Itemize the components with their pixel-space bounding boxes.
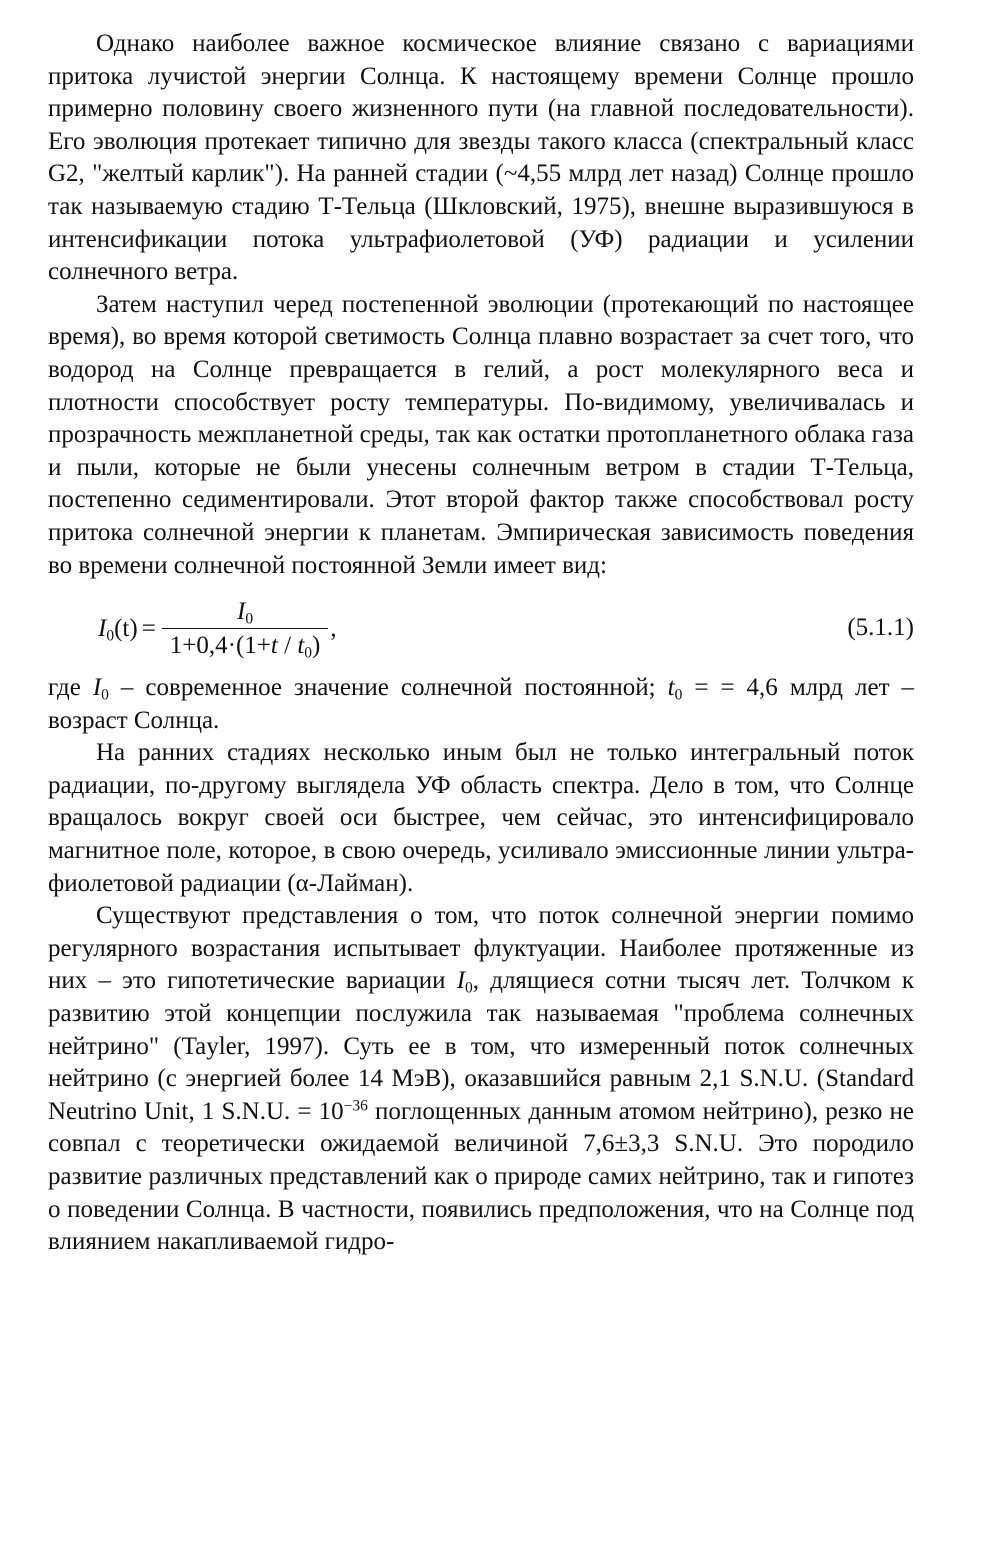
- legend-symbol-i0-subscript: 0: [101, 686, 109, 704]
- formula-fraction: [162, 598, 329, 661]
- formula-lhs-symbol: I: [98, 614, 107, 642]
- fluctuations-text-end: поглощенных данным атомом нейтрино), резко не совпал с теоретически ожидаемой величиной 7,6±3,3 S.N.U. Это породило развитие различных представлений как о природе самих нейтрино, так и гипотез о поведении Солнца. В частности, появились предположения, что на Солнце под влиянием накапливаемой гидро-: [48, 1097, 914, 1256]
- formula-numerator: [197, 598, 293, 628]
- numerator-subscript: 0: [245, 610, 254, 628]
- legend-symbol-t0-subscript: 0: [674, 686, 683, 704]
- paragraph-early-stages: На ранних стадиях несколько иным был не только интегральный поток радиации, по-другому выглядела УФ область спектра. Дело в том, что Солнце вращалось вокруг своей оси быстрее, чем сейчас, это интенсифицировало магнитное поле, которое, в свою очередь, усиливало эмиссионные линии ультрафиолетовой радиации (α-Лайман).: [48, 739, 914, 897]
- equation-block: [48, 592, 914, 666]
- paragraph-fluctuations: [48, 900, 914, 1259]
- denominator-t0-subscript: 0: [304, 644, 313, 662]
- paragraph-gradual-evolution: Затем наступил черед постепенной эволюции (протекающий по настоящее время), во время которой светимость Солнца плавно возрастает за счет того, что водород на Солнце превращается в гелий, а рост молекулярного веса и плотности способствует росту температуры. По-видимому, увеличивалась и прозрачность межпланетной среды, так как остатки протопланетного облака газа и пыли, которые не были унесены солнечным ветром в стадии Т-Тельца, постепенно седиментировали. Этот второй фактор также способствовал росту притока солнечной энергии к планетам. Эмпирическая зависимость поведения во времени солнечной постоянной Земли имеет вид:: [48, 290, 914, 579]
- formula-lhs: [98, 613, 138, 646]
- paragraph-formula-legend: [48, 672, 914, 737]
- denominator-slash: /: [277, 631, 298, 659]
- fluctuations-text-middle: , длящиеся сотни тысяч лет. Толчком к развитию этой концепции послужила так называемая "проблема солнечных нейтрино" (Tayler, 1997). Суть ее в том, что измеренный поток солнечных нейтрино (с энергией более 14 МэВ), оказавшийся равным 2,1 S.N.U. (Standard Neutrino Unit, 1 S.N.U. = 10: [48, 967, 914, 1125]
- formula-lhs-subscript: 0: [106, 627, 115, 645]
- solar-constant-formula: [98, 592, 337, 666]
- numerator-symbol: I: [237, 597, 246, 625]
- equation-number: (5.1.1): [847, 614, 914, 642]
- legend-symbol-i0: I: [92, 674, 102, 702]
- formula-denominator: [162, 629, 329, 661]
- formula-lhs-argument: (t): [114, 614, 138, 642]
- legend-text-end: = = 4,6 млрд лет – возраст Солнца.: [48, 674, 915, 734]
- formula-equals: =: [141, 614, 156, 642]
- legend-text-middle: – современное значение солнечной постоянной;: [108, 674, 668, 702]
- fluctuations-symbol-i0-subscript: 0: [465, 980, 473, 998]
- document-page: [48, 28, 914, 1259]
- fluctuations-exponent: −36: [343, 1097, 368, 1115]
- denominator-t: t: [270, 631, 278, 659]
- denominator-t0: t: [297, 631, 305, 659]
- formula-comma: ,: [330, 614, 337, 642]
- legend-text-start: где: [48, 674, 93, 702]
- fluctuations-symbol-i0: I: [456, 967, 466, 995]
- fluctuations-text-start: Существуют представления о том, что поток солнечной энергии помимо регулярного возрастания испытывает флуктуации. Наиболее протяженные из них – это гипотетические вариации: [48, 902, 914, 995]
- legend-symbol-t0: t: [667, 674, 675, 702]
- denominator-suffix: ): [312, 631, 321, 659]
- paragraph-solar-evolution: Однако наиболее важное космическое влияние связано с вариациями притока лучистой энергии Солнца. К настоящему времени Солнце прошло примерно половину своего жизненного пути (на главной последовательности). Его эволюция протекает типично для звезды такого класса (спектральный класс G2, "желтый карлик"). На ранней стадии (~4,55 млрд лет назад) Солнце прошло так называемую стадию Т-Тельца (Шкловский, 1975), внешне выразившуюся в интенсификации потока ультрафиолетовой (УФ) радиации и усилении солнечного ветра.: [48, 30, 914, 286]
- denominator-prefix: 1+0,4·(1+: [169, 631, 271, 659]
